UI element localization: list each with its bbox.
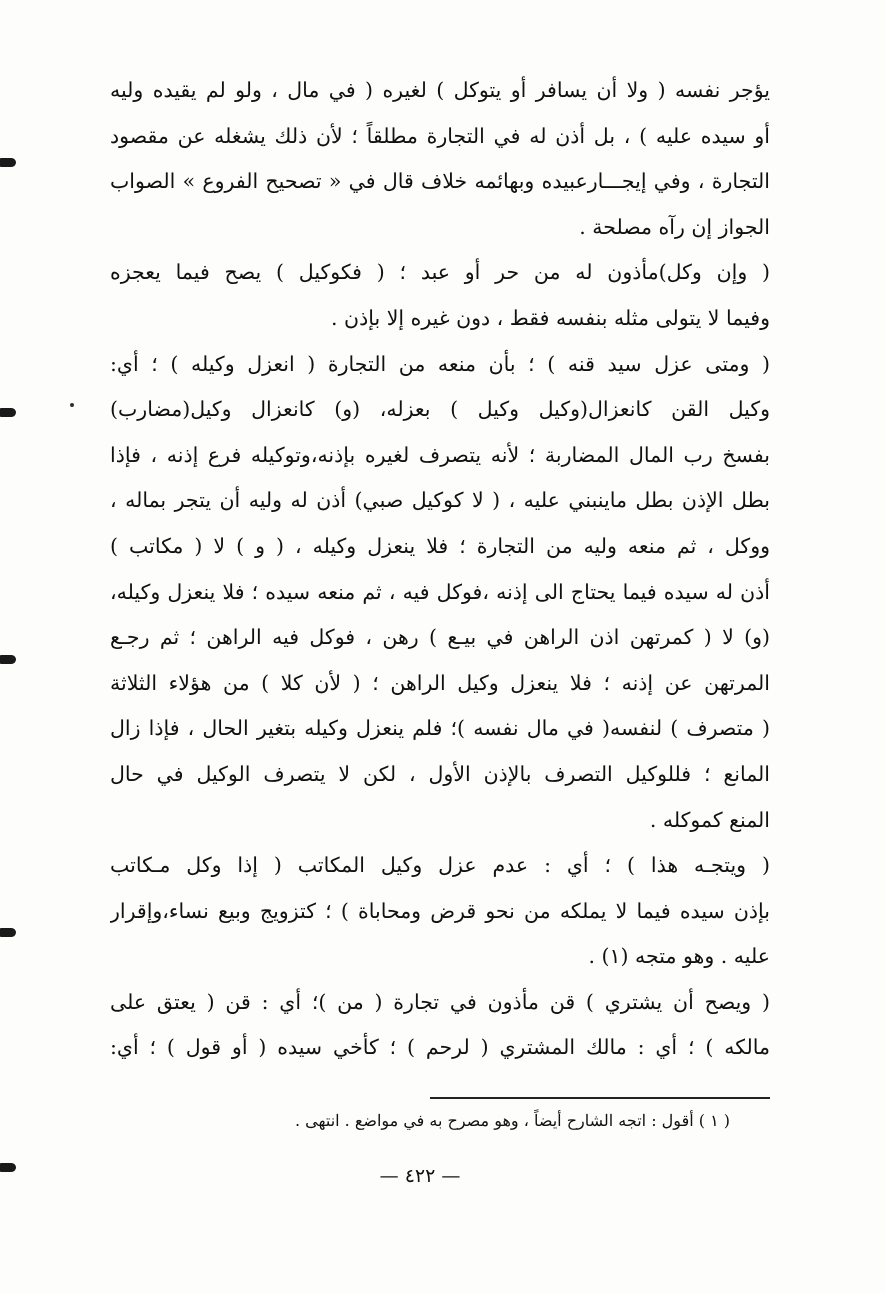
text-line: بطل الإذن بطل ماينبني عليه ، ( لا كوكيل صبي) أذن له وليه أن يتجر بماله ،: [110, 488, 770, 513]
margin-binding-mark: [0, 408, 16, 417]
text-line: المانع ؛ فللوكيل التصرف بالإذن الأول ، لكن لا يتصرف الوكيل في حال: [110, 761, 770, 786]
text-line: ( ويتجـه هذا ) ؛ أي : عدم عزل وكيل المكاتب ( إذا وكل مـكاتب: [110, 853, 770, 878]
text-line: ( ويصح أن يشتري ) قن مأذون في تجارة ( من )؛ أي : قن ( يعتق على: [110, 989, 770, 1014]
text-line: المرتهن عن إذنه ؛ فلا ينعزل وكيل الراهن ؛ ( لأن كلا ) من هؤلاء الثلاثة: [110, 670, 770, 695]
margin-binding-mark: [0, 158, 16, 167]
margin-binding-mark: [0, 655, 16, 664]
text-line: ( ومتى عزل سيد قنه ) ؛ بأن منعه من التجارة ( انعزل وكيله ) ؛ أي:: [110, 351, 770, 376]
margin-binding-mark: [0, 1163, 16, 1172]
text-line: ( وإن وكل)مأذون له من حر أو عبد ؛ ( فكوكيل ) يصح فيما يعجزه: [110, 260, 770, 285]
text-line: الجواز إن رآه مصلحة .: [579, 214, 770, 239]
text-line: بإذن سيده فيما لا يملكه من نحو قرض ومحاباة ) ؛ كتزويج وبيع نساء،وإقرار: [110, 898, 770, 923]
page-number: — ٤٢٢ —: [379, 1165, 461, 1187]
footnote-divider: [430, 1097, 770, 1099]
text-line: عليه . وهو متجه (١) .: [588, 944, 770, 969]
ink-spot: [70, 403, 74, 407]
text-line: أذن له سيده فيما يحتاج الى إذنه ،فوكل فيه ، ثم منعه سيده ؛ فلا ينعزل وكيله،: [110, 579, 770, 604]
footnote: ( ١ ) أقول : اتجه الشارح أيضاً ، وهو مصرح به في مواضع . انتهى .: [294, 1111, 730, 1130]
text-line: التجارة ، وفي إيجـــارعبيده وبهائمه خلاف قال في « تصحيح الفروع » الصواب: [110, 169, 770, 194]
text-line: وفيما لا يتولى مثله بنفسه فقط ، دون غيره إلا بإذن .: [331, 305, 770, 330]
text-line: (و) لا ( كمرتهن اذن الراهن في بيـع ) رهن ، فوكل فيه الراهن ؛ ثم رجـع: [110, 625, 770, 650]
margin-binding-mark: [0, 928, 16, 937]
main-text: [110, 68, 770, 1071]
text-line: المنع كموكله .: [649, 807, 770, 832]
text-line: مالكه ) ؛ أي : مالك المشتري ( لرحم ) ؛ كأخي سيده ( أو قول ) ؛ أي:: [110, 1035, 770, 1060]
text-line: أو سيده عليه ) ، بل أذن له في التجارة مطلقاً ؛ لأن ذلك يشغله عن مقصود: [110, 123, 770, 148]
text-line: وكيل القن كانعزال(وكيل وكيل ) بعزله، (و) كانعزال وكيل(مضارب): [110, 397, 770, 422]
text-line: ووكل ، ثم منعه وليه من التجارة ؛ فلا ينعزل وكيله ، ( و ) لا ( مكاتب ): [110, 533, 770, 558]
text-line: يؤجر نفسه ( ولا أن يسافر أو يتوكل ) لغيره ( في مال ، ولو لم يقيده وليه: [110, 78, 770, 102]
text-line: ( متصرف ) لنفسه( في مال نفسه )؛ فلم ينعزل وكيله بتغير الحال ، فإذا زال: [110, 716, 770, 741]
text-line: بفسخ رب المال المضاربة ؛ لأنه يتصرف لغيره بإذنه،وتوكيله فرع إذنه ، فإذا: [110, 442, 770, 467]
